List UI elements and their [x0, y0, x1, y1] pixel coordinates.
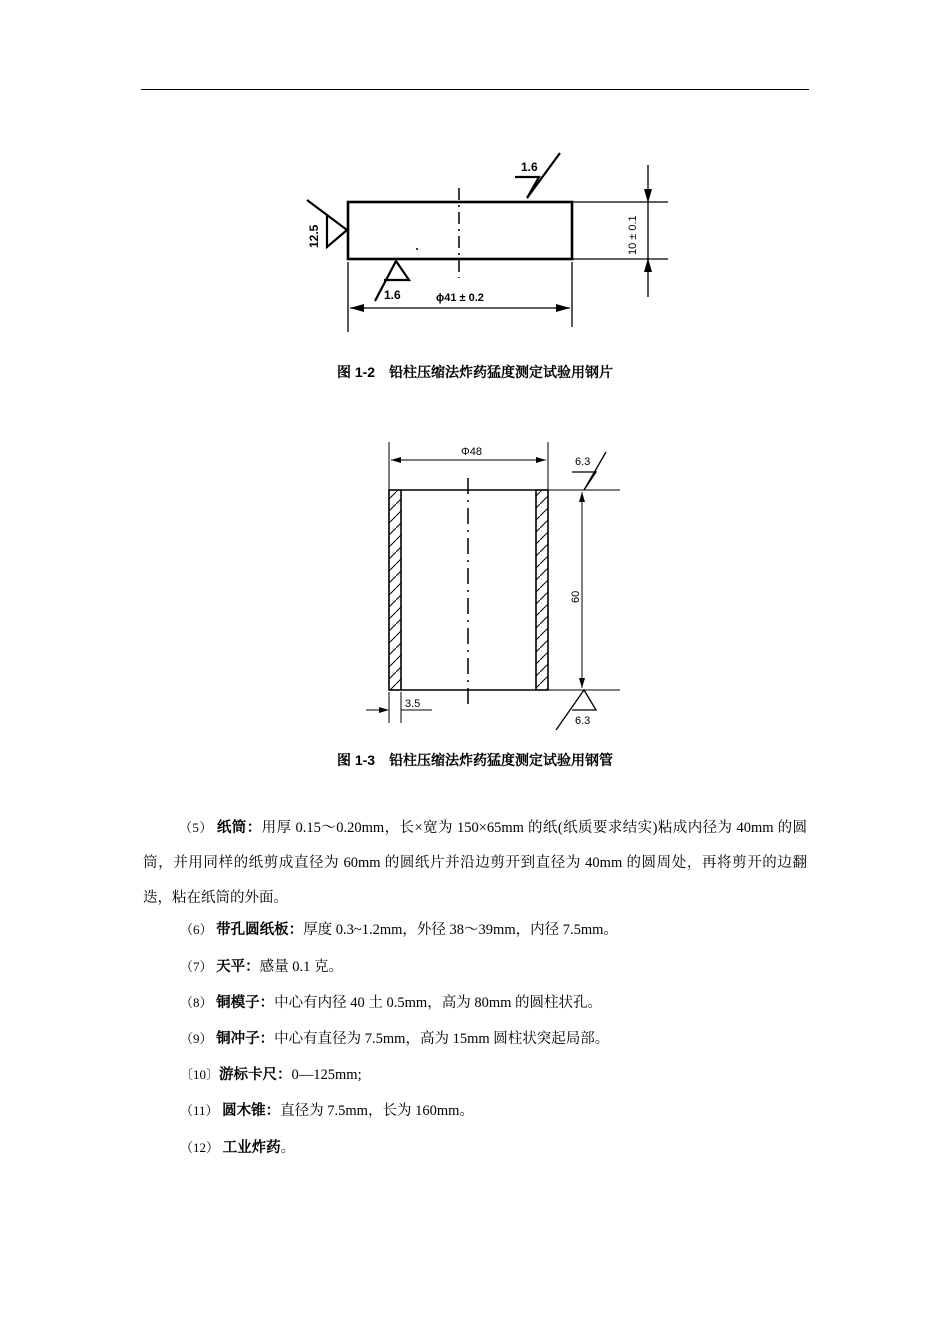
tube-height-label: 60 — [570, 590, 582, 603]
roughness-bottom-label: 1.6 — [384, 288, 401, 302]
figure-1-2-caption — [0, 362, 950, 382]
figure-1-3-caption — [0, 750, 950, 770]
item-term: 圆木锥 — [222, 1103, 266, 1119]
item-index: （7） — [180, 959, 213, 974]
diameter-label: ϕ41 ± 0.2 — [436, 292, 484, 304]
figure-1-3-drawing — [360, 435, 630, 735]
item-index: （12） — [180, 1140, 220, 1155]
item-text: 用厚 0.15～0.20mm，长×宽为 150×65mm 的纸(纸质要求结实)粘成内径为 40mm 的圆筒，并用同样的纸剪成直径为 60mm 的圆纸片并沿边剪开到直径为 40mm 的圆周处，再将剪开的边翻迭，粘在纸筒的外面。 — [143, 820, 808, 906]
tube-wall-left — [389, 490, 401, 690]
item-term: 纸筒 — [216, 820, 247, 836]
item-index: （11） — [180, 1103, 219, 1118]
wall-thickness-label: 3.5 — [405, 698, 421, 710]
item-separator: ： — [246, 820, 262, 836]
caption-number: 图 1-3 — [336, 752, 376, 768]
item-term: 工业炸药 — [222, 1140, 281, 1156]
item-index: （6） — [180, 922, 213, 937]
item-term: 天平 — [216, 959, 246, 975]
thickness-label: 10 ± 0.1 — [627, 215, 639, 255]
tube-diameter-label: Φ48 — [461, 446, 483, 458]
item-text: 厚度 0.3~1.2mm，外径 38～39mm，内径 7.5mm。 — [303, 922, 618, 938]
item-text: 。 — [280, 1140, 296, 1156]
list-item — [180, 918, 618, 942]
list-item — [180, 991, 602, 1015]
item-text: 感量 0.1 克。 — [259, 959, 344, 975]
item-paper-tube — [143, 810, 807, 916]
steel-plate-body — [348, 202, 572, 259]
list-item — [180, 1063, 362, 1087]
item-separator: ： — [277, 1067, 292, 1083]
item-text: 中心有内径 40 土 0.5mm，高为 80mm 的圆柱状孔。 — [274, 995, 603, 1011]
item-term: 铜模子 — [216, 995, 260, 1011]
item-index: （5） — [179, 820, 213, 835]
item-separator: ： — [259, 1031, 275, 1047]
item-index: 〔10〕 — [180, 1067, 220, 1082]
item-term: 铜冲子 — [216, 1031, 260, 1047]
tube-wall-right — [536, 490, 548, 690]
roughness-top-label: 6.3 — [575, 456, 591, 468]
figure-1-2-drawing — [290, 145, 680, 340]
caption-number: 图 1-2 — [336, 364, 376, 380]
roughness-left-label: 12.5 — [307, 224, 321, 248]
roughness-bottom-label: 6.3 — [575, 715, 591, 727]
roughness-top-label: 1.6 — [521, 160, 538, 174]
item-separator: ： — [265, 1103, 281, 1119]
item-separator: ： — [288, 922, 304, 938]
item-text: 直径为 7.5mm，长为 160mm。 — [280, 1103, 474, 1119]
item-term: 带孔圆纸板 — [216, 922, 289, 938]
item-separator: ： — [259, 995, 275, 1011]
list-item — [180, 1136, 295, 1160]
item-separator: ： — [245, 959, 260, 975]
item-term: 游标卡尺 — [219, 1067, 278, 1083]
list-item — [180, 1099, 474, 1123]
list-item — [180, 1027, 609, 1051]
item-text: 0—125mm; — [291, 1067, 362, 1083]
list-item — [180, 955, 343, 979]
item-index: （8） — [180, 995, 213, 1010]
caption-text: 铅柱压缩法炸药猛度测定试验用钢管 — [389, 752, 614, 768]
caption-text: 铅柱压缩法炸药猛度测定试验用钢片 — [389, 364, 614, 380]
item-text: 中心有直径为 7.5mm，高为 15mm 圆柱状突起局部。 — [274, 1031, 610, 1047]
header-rule — [141, 89, 809, 90]
item-index: （9） — [180, 1031, 213, 1046]
